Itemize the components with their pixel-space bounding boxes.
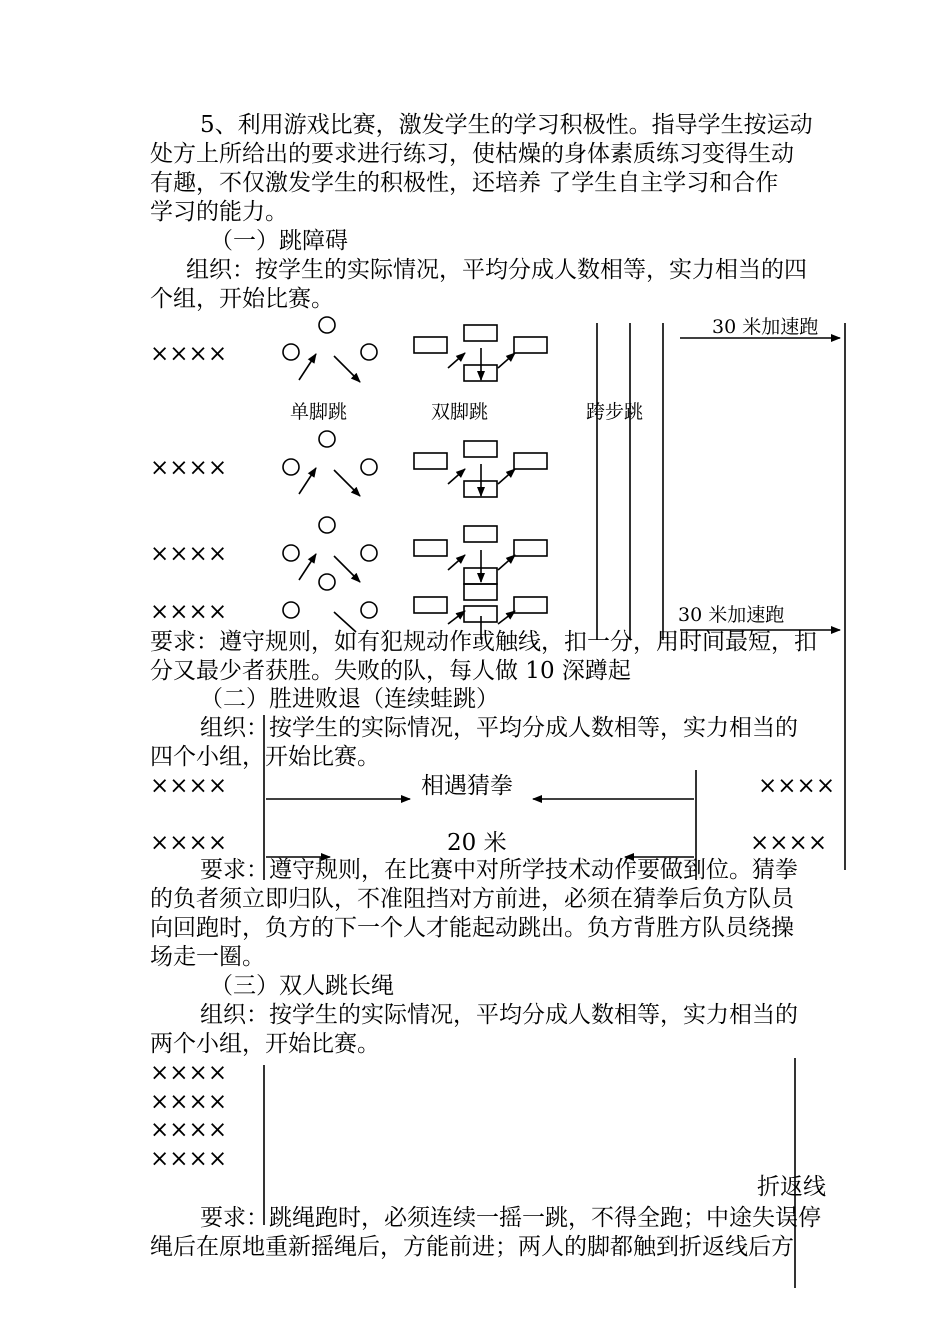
box-marker [464, 441, 497, 457]
box-marker [414, 453, 447, 469]
intro-line: 学习的能力。 [150, 199, 288, 225]
team-row-marks: ×××× [750, 830, 828, 856]
intro-line: 处方上所给出的要求进行练习，使枯燥的身体素质练习变得生动 [150, 141, 794, 167]
box-marker [514, 597, 547, 613]
team-row-marks: ×××× [150, 541, 228, 567]
box-marker [514, 337, 547, 353]
box-marker [514, 540, 547, 556]
team-row-marks: ×××× [150, 773, 228, 799]
team-row-marks: ×××× [150, 455, 228, 481]
section-heading: （一）跳障碍 [210, 228, 348, 254]
requirement-text: 要求：遵守规则，在比赛中对所学技术动作要做到位。猜拳 [200, 857, 798, 883]
box-marker [414, 597, 447, 613]
circle-marker [283, 602, 299, 618]
requirement-text: 向回跑时，负方的下一个人才能起动跳出。负方背胜方队员绕操 [150, 915, 794, 941]
label-double-leg: 双脚跳 [431, 401, 489, 423]
circle-marker [283, 545, 299, 561]
section-heading: （三）双人跳长绳 [210, 973, 394, 999]
box-marker [464, 526, 497, 542]
team-row-marks: ×××× [758, 773, 836, 799]
circle-marker [361, 459, 377, 475]
team-row-marks: ×××× [150, 1146, 228, 1172]
circle-marker [319, 431, 335, 447]
box-marker [464, 584, 497, 600]
team-row-marks: ×××× [150, 830, 228, 856]
team-row-marks: ×××× [150, 341, 228, 367]
requirement-text: 要求：遵守规则，如有犯规动作或触线，扣一分，用时间最短，扣 [150, 629, 817, 655]
circle-marker [361, 545, 377, 561]
requirement-text: 场走一圈。 [150, 944, 265, 970]
circle-marker [361, 602, 377, 618]
organization-text: 组织：按学生的实际情况，平均分成人数相等，实力相当的 [200, 715, 798, 741]
label-turnaround-line: 折返线 [757, 1174, 826, 1200]
team-row-marks: ×××× [150, 1117, 228, 1143]
label-sprint: 30 米加速跑 [712, 316, 819, 338]
label-single-leg: 单脚跳 [290, 401, 348, 423]
intro-line: 5、利用游戏比赛，激发学生的学习积极性。指导学生按运动 [200, 112, 813, 138]
label-distance: 20 米 [447, 830, 507, 856]
requirement-text: 的负者须立即归队，不准阻挡对方前进，必须在猜拳后负方队员 [150, 886, 794, 912]
organization-text: 四个小组，开始比赛。 [150, 744, 380, 770]
team-row-marks: ×××× [150, 599, 228, 625]
intro-line: 有趣，不仅激发学生的积极性，还培养 了学生自主学习和合作 [150, 170, 779, 196]
requirement-text: 分又最少者获胜。失败的队，每人做 10 深蹲起 [150, 658, 631, 684]
circle-marker [283, 344, 299, 360]
organization-text: 个组，开始比赛。 [150, 286, 334, 312]
organization-text: 组织：按学生的实际情况，平均分成人数相等，实力相当的四 [186, 257, 807, 283]
box-marker [514, 453, 547, 469]
organization-text: 组织：按学生的实际情况，平均分成人数相等，实力相当的 [200, 1002, 798, 1028]
requirement-text: 要求：跳绳跑时，必须连续一摇一跳，不得全跑；中途失误停 [200, 1205, 821, 1231]
box-marker [414, 540, 447, 556]
team-row-marks: ×××× [150, 1089, 228, 1115]
circle-marker [283, 459, 299, 475]
circle-marker [319, 317, 335, 333]
requirement-text: 绳后在原地重新摇绳后，方能前进；两人的脚都触到折返线后方 [150, 1234, 794, 1260]
label-sprint: 30 米加速跑 [678, 604, 785, 626]
section-heading: （二）胜进败退（连续蛙跳） [200, 686, 499, 712]
circle-marker [319, 517, 335, 533]
box-marker [464, 325, 497, 341]
team-row-marks: ×××× [150, 1060, 228, 1086]
circle-marker [319, 574, 335, 590]
label-meet: 相遇猜拳 [421, 773, 513, 799]
circle-marker [361, 344, 377, 360]
organization-text: 两个小组，开始比赛。 [150, 1031, 380, 1057]
label-stride: 跨步跳 [586, 401, 644, 423]
box-marker [414, 337, 447, 353]
